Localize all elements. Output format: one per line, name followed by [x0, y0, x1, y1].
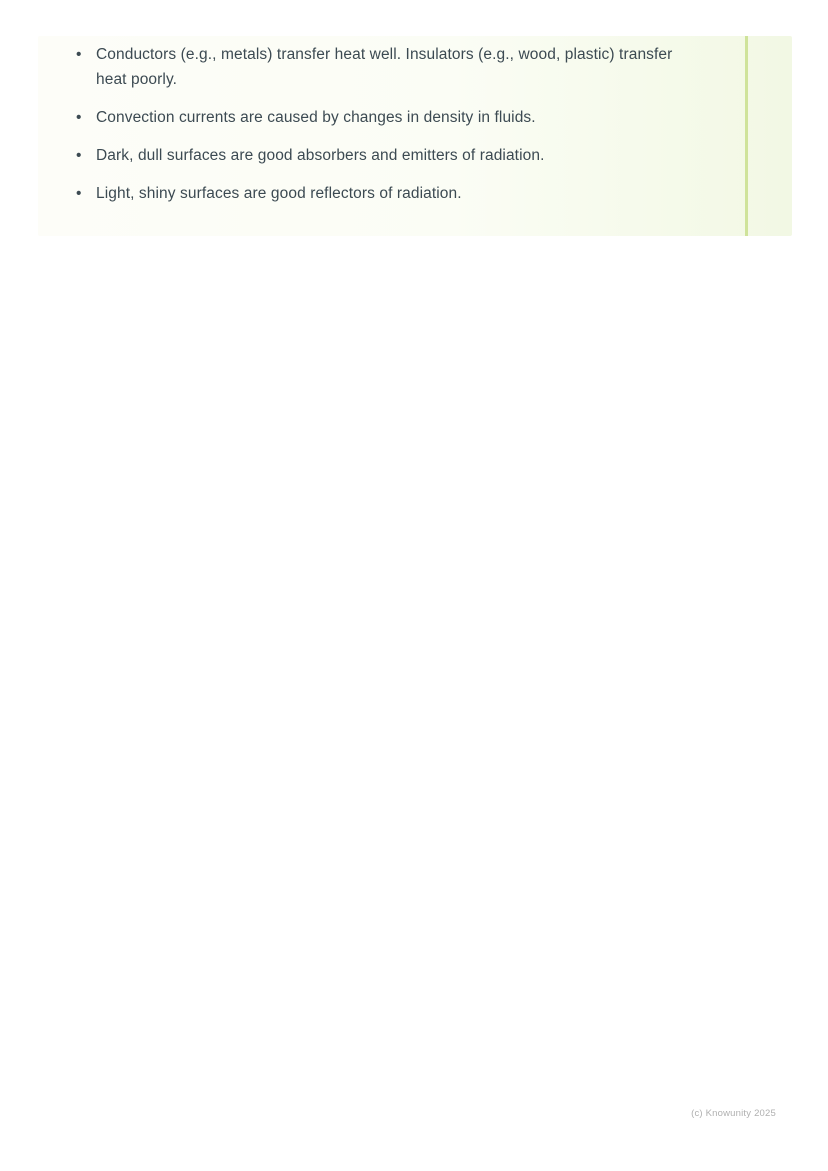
list-item-text: Conductors (e.g., metals) transfer heat well. Insulators (e.g., wood, plastic) transfer heat poorly.: [96, 46, 673, 88]
bullet-icon: •: [76, 109, 82, 126]
list-item: [70, 42, 682, 92]
list-item-text: Convection currents are caused by changes in density in fluids.: [96, 109, 536, 126]
bullet-icon: •: [76, 46, 82, 63]
bullet-icon: •: [76, 147, 82, 164]
key-points-card: [38, 36, 792, 236]
bullet-icon: •: [76, 185, 82, 202]
key-points-list: [70, 42, 682, 206]
list-item-text: Dark, dull surfaces are good absorbers and emitters of radiation.: [96, 147, 545, 164]
list-item: [70, 105, 682, 130]
vertical-accent-rule: [745, 36, 748, 236]
list-item: [70, 143, 682, 168]
copyright-credit: (c) Knowunity 2025: [691, 1108, 776, 1119]
list-item-text: Light, shiny surfaces are good reflectors of radiation.: [96, 185, 462, 202]
list-item: [70, 181, 682, 206]
